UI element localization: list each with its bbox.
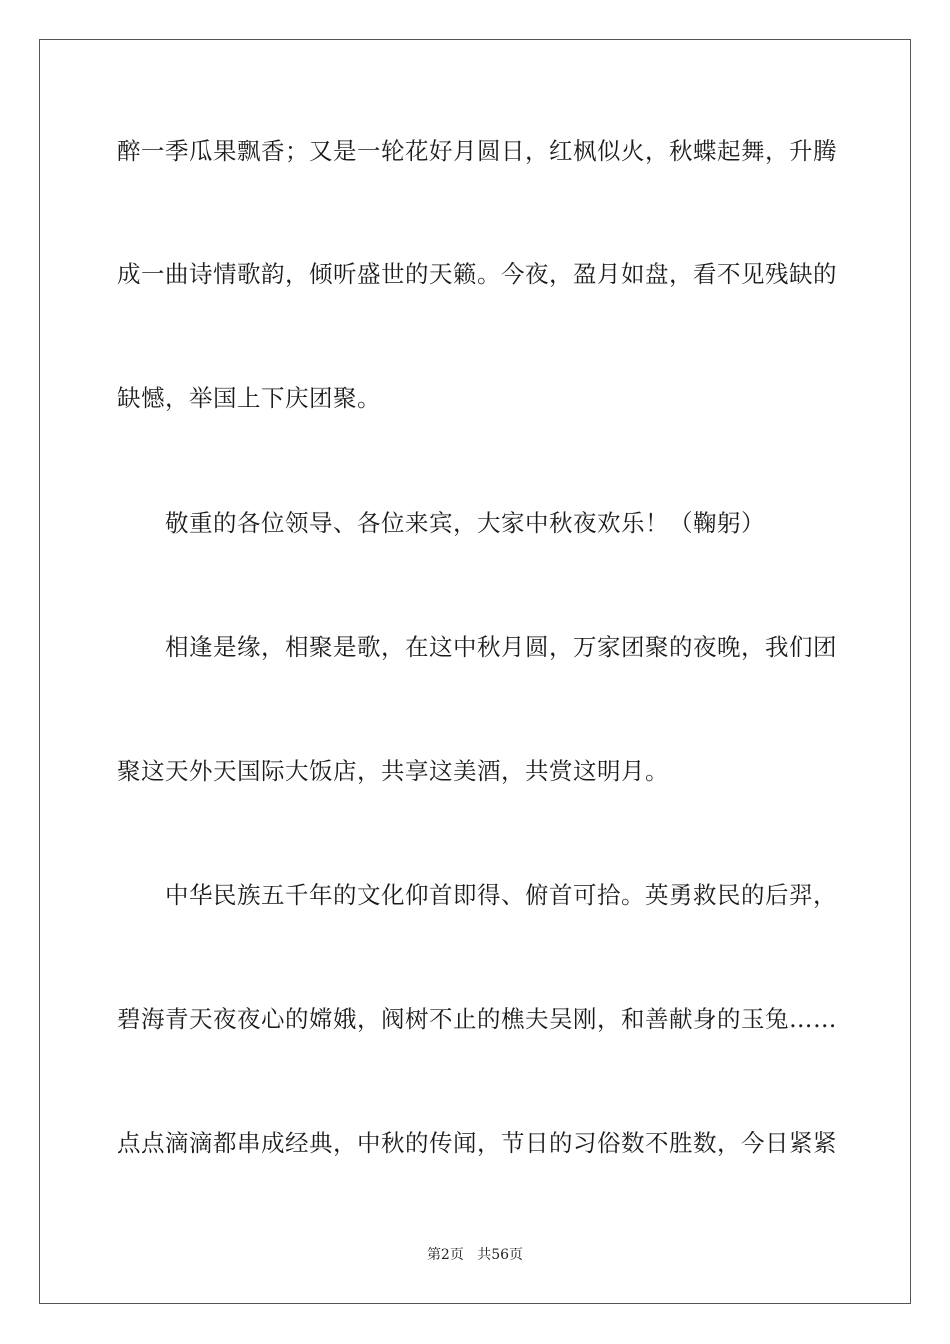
text-line-4: 敬重的各位领导、各位来宾，大家中秋夜欢乐！（鞠躬）	[165, 509, 765, 537]
page-number: 第2页	[426, 1247, 464, 1263]
text-line-5: 相逢是缘，相聚是歌，在这中秋月圆，万家团聚的夜晚，我们团	[165, 633, 837, 661]
text-line-9: 点点滴滴都串成经典，中秋的传闻，节日的习俗数不胜数，今日紧紧	[117, 1129, 837, 1157]
text-line-6: 聚这天外天国际大饭店，共享这美酒，共赏这明月。	[117, 757, 669, 785]
text-line-8: 碧海青天夜夜心的嫦娥，阀树不止的樵夫吴刚，和善献身的玉兔……	[117, 1005, 837, 1033]
text-line-2: 成一曲诗情歌韵，倾听盛世的天籁。今夜，盈月如盘，看不见残缺的	[117, 260, 837, 288]
page-footer	[0, 1246, 950, 1264]
page-frame	[39, 39, 911, 1304]
page-total: 共56页	[477, 1247, 524, 1263]
text-line-7: 中华民族五千年的文化仰首即得、俯首可拾。英勇救民的后羿，	[165, 881, 837, 909]
text-line-3: 缺憾，举国上下庆团聚。	[117, 384, 381, 412]
text-line-1: 醉一季瓜果飘香；又是一轮花好月圆日，红枫似火，秋蝶起舞，升腾	[117, 137, 837, 165]
